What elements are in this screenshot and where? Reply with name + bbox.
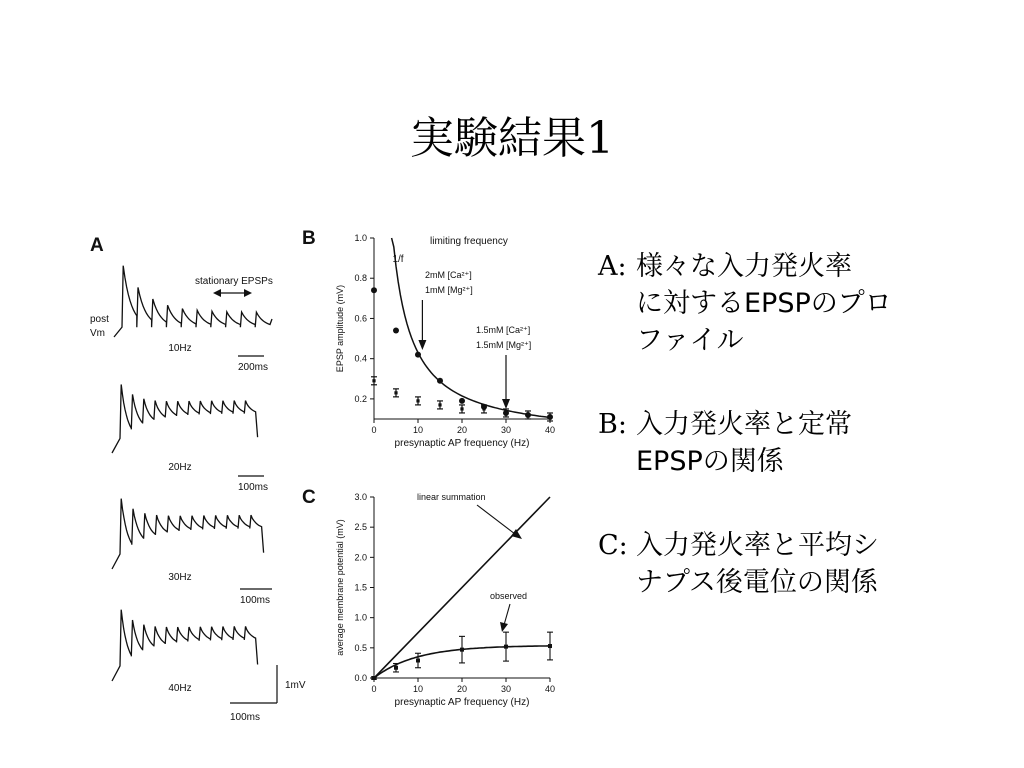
data-point-errorbar: [371, 377, 377, 385]
errorbar-point: [394, 391, 397, 394]
curve-label: 1/f: [392, 254, 404, 266]
errorbar-point: [438, 403, 441, 406]
annotation-arrowhead: [418, 340, 426, 350]
panel-a-annotation: stationary EPSPs: [195, 276, 273, 287]
note-line: 入力発火率と定常: [636, 409, 852, 440]
time-scale-label: 200ms: [238, 362, 269, 373]
annotation-arrow: [504, 604, 510, 625]
data-point-marker: [416, 659, 420, 663]
post-vm-label: Vm: [90, 328, 105, 339]
note-item: [598, 527, 1008, 601]
note-line: ナプス後電位の関係: [636, 567, 878, 598]
time-scale-label: 100ms: [230, 712, 261, 723]
y-axis-label: EPSP amplitude (mV): [335, 284, 345, 373]
x-tick-label: 0: [371, 684, 377, 694]
figure: [70, 220, 570, 735]
x-tick-label: 40: [544, 684, 556, 694]
epsp-trace: [112, 499, 264, 569]
annotation-arrowhead: [502, 399, 510, 409]
data-point-errorbar: [393, 389, 399, 397]
data-point-circle: [437, 378, 443, 384]
data-point-errorbar: [459, 405, 465, 413]
data-point-circle: [459, 398, 465, 404]
data-point-marker: [394, 666, 398, 670]
chart-title: limiting frequency: [430, 236, 508, 247]
y-tick-label: 0.8: [354, 273, 367, 284]
y-tick-label: 1.0: [354, 612, 367, 623]
x-tick-label: 40: [544, 425, 556, 435]
errorbar-point: [548, 415, 551, 418]
data-point-marker: [460, 648, 464, 652]
epsp-trace: [112, 610, 258, 681]
data-point-marker: [548, 644, 552, 648]
epsp-trace-group: [112, 499, 272, 606]
y-tick-label: 1.5: [354, 582, 367, 593]
errorbar-point: [416, 399, 419, 402]
y-tick-label: 1.0: [354, 233, 367, 243]
slide-title: 実験結果1: [410, 113, 614, 164]
x-tick-label: 30: [500, 684, 512, 694]
time-scale-label: 100ms: [240, 595, 271, 606]
note-item: [598, 406, 1008, 480]
annotation-arrow: [213, 289, 252, 297]
x-tick-label: 10: [412, 425, 424, 435]
x-axis-label: presynaptic AP frequency (Hz): [394, 438, 530, 449]
data-point-circle: [393, 328, 399, 334]
errorbar-point: [526, 413, 529, 416]
y-tick-label: 0.6: [354, 313, 367, 324]
trace-freq-label: 30Hz: [168, 572, 192, 583]
data-point-marker: [372, 676, 376, 680]
data-point-marker: [504, 645, 508, 649]
annotation-text: 1.5mM [Mg²⁺]: [476, 340, 532, 350]
panel-b: [302, 228, 555, 449]
panel-a-label: A: [90, 235, 104, 256]
note-line: ファイル: [636, 325, 744, 356]
x-tick-label: 10: [412, 684, 424, 694]
note-key: A:: [598, 251, 627, 282]
x-tick-label: 20: [456, 684, 468, 694]
y-tick-label: 0.0: [354, 673, 367, 683]
annotation-arrowhead: [511, 529, 522, 539]
note-line: に対するEPSPのプロ: [636, 288, 892, 319]
y-tick-label: 2.0: [354, 552, 367, 563]
data-point-errorbar: [437, 401, 443, 409]
time-scale-label: 100ms: [238, 482, 269, 493]
y-tick-label: 0.2: [354, 393, 367, 404]
annotation-text: 1mM [Mg²⁺]: [425, 285, 473, 295]
trace-freq-label: 20Hz: [168, 462, 192, 473]
annotation-text: 2mM [Ca²⁺]: [425, 270, 472, 280]
x-axis-label: presynaptic AP frequency (Hz): [394, 697, 530, 708]
data-point-errorbar: [415, 397, 421, 405]
data-point-circle: [415, 352, 421, 358]
note-key: B:: [598, 409, 627, 440]
annotation-text: 1.5mM [Ca²⁺]: [476, 325, 531, 335]
note-item: [598, 248, 1008, 359]
y-axis-label: average membrane potential (mV): [335, 519, 345, 656]
errorbar-point: [482, 407, 485, 410]
note-line: 入力発火率と平均シ: [636, 530, 879, 561]
x-tick-label: 20: [456, 425, 468, 435]
y-tick-label: 2.5: [354, 522, 367, 533]
epsp-trace-group: [112, 610, 277, 723]
trace-freq-label: 40Hz: [168, 683, 192, 694]
y-tick-label: 3.0: [354, 492, 367, 502]
panel-a: [90, 235, 306, 723]
epsp-trace-group: [112, 385, 268, 494]
note-line: 様々な入力発火率: [636, 251, 852, 282]
trace-freq-label: 10Hz: [168, 343, 192, 354]
data-point-circle: [371, 287, 377, 293]
annotation-arrowhead: [500, 622, 508, 632]
panel-label: B: [302, 228, 316, 249]
post-vm-label: post: [90, 314, 109, 325]
errorbar-point: [372, 379, 375, 382]
note-line: EPSPの関係: [636, 446, 784, 477]
notes: [598, 248, 1008, 648]
x-tick-label: 30: [500, 425, 512, 435]
panel-label: C: [302, 487, 316, 508]
y-tick-label: 0.5: [354, 642, 367, 653]
x-tick-label: 0: [371, 425, 377, 435]
errorbar-point: [504, 411, 507, 414]
note-key: C:: [598, 530, 628, 561]
vscale-label: 1mV: [285, 680, 306, 691]
annotation-arrow: [477, 505, 515, 534]
series-label: observed: [490, 591, 528, 601]
epsp-trace: [112, 385, 258, 454]
panel-c: [302, 487, 555, 708]
y-tick-label: 0.4: [354, 353, 367, 364]
series-label: linear summation: [417, 492, 486, 502]
errorbar-point: [460, 407, 463, 410]
